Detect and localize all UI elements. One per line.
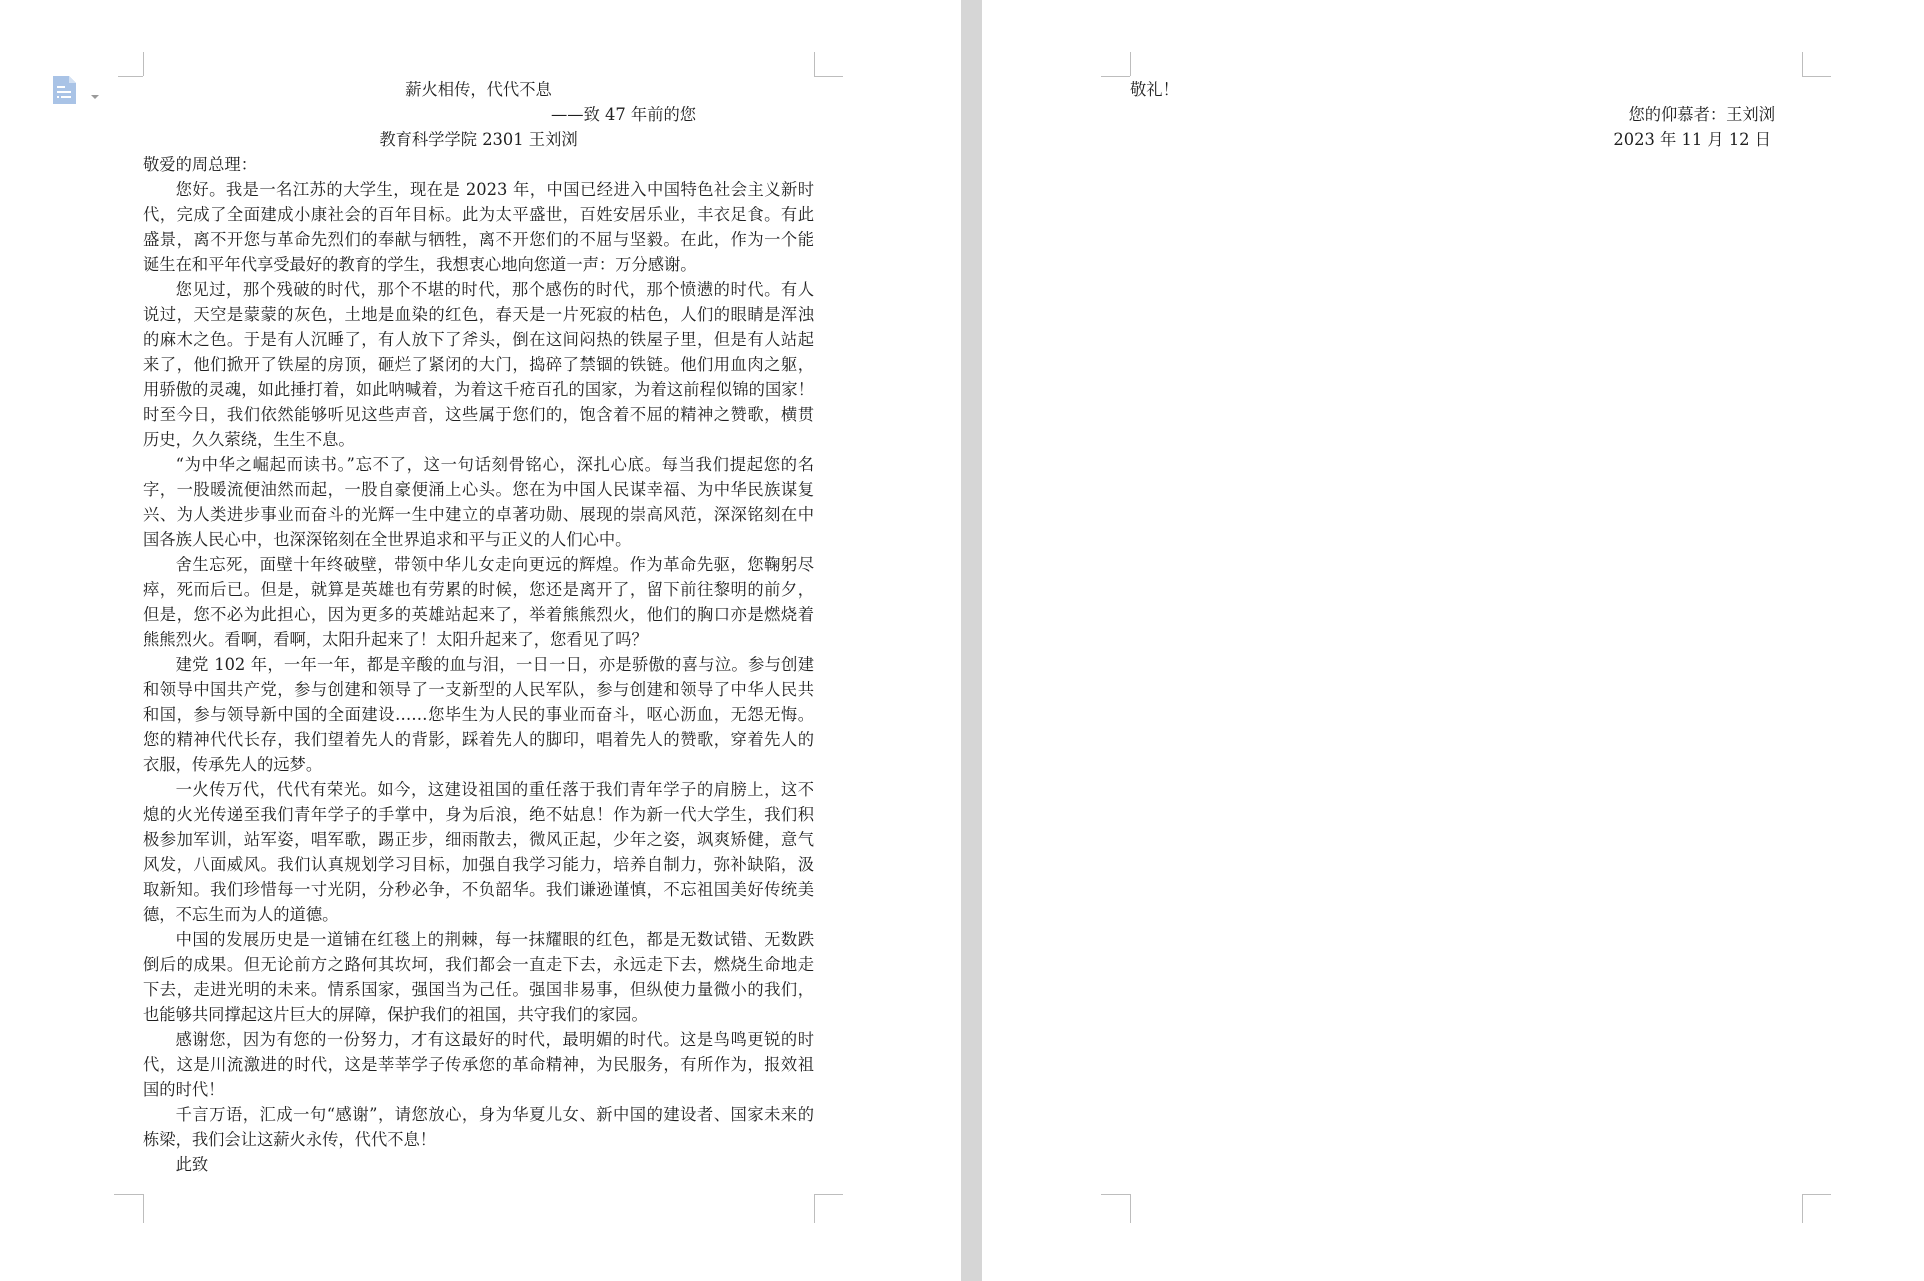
paragraph-line: 代，这是川流激进的时代，这是莘莘学子传承您的革命精神，为民服务，有所作为，报效祖 — [143, 1055, 814, 1074]
paragraph-line: 舍生忘死，面壁十年终破壁，带领中华儿女走向更远的辉煌。作为革命先驱，您鞠躬尽 — [175, 555, 814, 574]
paragraph-2 — [143, 277, 814, 452]
paragraph-line: 衣服，传承先人的远梦。 — [143, 755, 323, 774]
page-separator — [961, 0, 982, 1281]
paragraph-line: 您好。我是一名江苏的大学生，现在是 2023 年，中国已经进入中国特色社会主义新时 — [175, 180, 814, 199]
paragraph-closing — [143, 1152, 814, 1177]
crop-mark-bottom-left — [1101, 1194, 1130, 1195]
crop-mark-bottom-right — [814, 1194, 843, 1195]
paragraph-line: 您的精神代代长存，我们望着先人的背影，踩着先人的脚印，唱着先人的赞歌，穿着先人的 — [143, 730, 814, 749]
paragraph-line: 瘁，死而后已。但是，就算是英雄也有劳累的时候，您还是离开了，留下前往黎明的前夕， — [143, 580, 814, 599]
letter-date: 2023 年 11 月 12 日 — [1613, 130, 1771, 149]
paragraph-line: 也能够共同撑起这片巨大的屏障，保护我们的祖国，共守我们的家园。 — [143, 1005, 648, 1024]
dropdown-arrow-icon[interactable] — [90, 86, 100, 94]
paragraph-line: 国的时代！ — [143, 1080, 225, 1099]
crop-mark-top-left — [143, 52, 144, 76]
crop-mark-bottom-left — [114, 1194, 143, 1195]
document-page-1[interactable] — [0, 0, 961, 1281]
letter-author: 教育科学学院 2301 王刘浏 — [379, 130, 578, 149]
crop-mark-bottom-right — [1802, 1194, 1831, 1195]
paragraph-3 — [143, 452, 814, 552]
paragraph-line: “为中华之崛起而读书。”忘不了，这一句话刻骨铭心，深扎心底。每当我们提起您的名 — [175, 455, 814, 474]
crop-mark-bottom-left — [143, 1194, 144, 1223]
paragraph-6 — [143, 777, 814, 927]
paragraph-7 — [143, 927, 814, 1027]
paragraph-line: 字，一股暖流便油然而起，一股自豪便涌上心头。您在为中国人民谋幸福、为中华民族谋复 — [143, 480, 814, 499]
crop-mark-top-left — [1101, 76, 1130, 77]
document-page-2[interactable] — [982, 0, 1924, 1281]
paragraph-9 — [143, 1102, 814, 1152]
paragraph-line: 诞生在和平年代享受最好的教育的学生，我想衷心地向您道一声：万分感谢。 — [143, 255, 697, 274]
crop-mark-bottom-right — [814, 1194, 815, 1223]
paragraph-line: 极参加军训，站军姿，唱军歌，踢正步，细雨散去，微风正起，少年之姿，飒爽矫健，意气 — [143, 830, 814, 849]
paragraph-line: 千言万语，汇成一句“感谢”，请您放心，身为华夏儿女、新中国的建设者、国家未来的 — [175, 1105, 814, 1124]
paragraph-8 — [143, 1027, 814, 1102]
paragraph-line: 倒后的成果。但无论前方之路何其坎坷，我们都会一直走下去，永远走下去，燃烧生命地走 — [143, 955, 814, 974]
paragraph-line: 但是，您不必为此担心，因为更多的英雄站起来了，举着熊熊烈火，他们的胸口亦是燃烧着 — [143, 605, 814, 624]
paragraph-line: 下去，走进光明的未来。情系国家，强国当为己任。强国非易事，但纵使力量微小的我们， — [143, 980, 814, 999]
paragraph-line: 用骄傲的灵魂，如此捶打着，如此呐喊着，为着这千疮百孔的国家，为着这前程似锦的国家！ — [143, 380, 814, 399]
crop-mark-top-left — [1130, 52, 1131, 76]
page-2-text — [1130, 77, 1802, 152]
document-outline-icon[interactable] — [50, 74, 80, 106]
letter-signature: 您的仰慕者：王刘浏 — [1628, 105, 1775, 124]
paragraph-line: 熊熊烈火。看啊，看啊，太阳升起来了！太阳升起来了，您看见了吗？ — [143, 630, 648, 649]
paragraph-line: 时至今日，我们依然能够听见这些声音，这些属于您们的，饱含着不屈的精神之赞歌，横贯 — [143, 405, 814, 424]
paragraph-line: 德，不忘生而为人的道德。 — [143, 905, 339, 924]
letter-subtitle: ——致 47 年前的您 — [551, 105, 697, 124]
page-1-text — [143, 77, 814, 1177]
paragraph-line: 代，完成了全面建成小康社会的百年目标。此为太平盛世，百姓安居乐业，丰衣足食。有此 — [143, 205, 814, 224]
crop-mark-bottom-left — [1130, 1194, 1131, 1223]
paragraph-line: 熄的火光传递至我们青年学子的手掌中，身为后浪，绝不姑息！作为新一代大学生，我们积 — [143, 805, 814, 824]
paragraph-line: 取新知。我们珍惜每一寸光阴，分秒必争，不负韶华。我们谦逊谨慎，不忘祖国美好传统美 — [143, 880, 814, 899]
letter-title: 薪火相传，代代不息 — [405, 80, 552, 99]
paragraph-line: 建党 102 年，一年一年，都是辛酸的血与泪，一日一日，亦是骄傲的喜与泣。参与创建 — [175, 655, 814, 674]
crop-mark-bottom-right — [1802, 1194, 1803, 1223]
crop-mark-top-right — [814, 76, 843, 77]
paragraph-line: 栋梁，我们会让这薪火永传，代代不息！ — [143, 1130, 437, 1149]
paragraph-line: 国各族人民心中，也深深铭刻在全世界追求和平与正义的人们心中。 — [143, 530, 632, 549]
paragraph-5 — [143, 652, 814, 777]
paragraph-line: 来了，他们掀开了铁屋的房顶，砸烂了紧闭的大门，捣碎了禁锢的铁链。他们用血肉之躯， — [143, 355, 814, 374]
paragraph-line: 盛景，离不开您与革命先烈们的奉献与牺牲，离不开您们的不屈与坚毅。在此，作为一个能 — [143, 230, 814, 249]
paragraph-line: 中国的发展历史是一道铺在红毯上的荆棘，每一抹耀眼的红色，都是无数试错、无数跌 — [175, 930, 814, 949]
paragraph-line: 风发，八面威风。我们认真规划学习目标，加强自我学习能力，培养自制力，弥补缺陷，汲 — [143, 855, 814, 874]
paragraph-line: 此致 — [175, 1155, 209, 1174]
paragraph-4 — [143, 552, 814, 652]
paragraph-line: 说过，天空是蒙蒙的灰色，土地是血染的红色，春天是一片死寂的枯色，人们的眼睛是浑浊 — [143, 305, 814, 324]
letter-closing: 敬礼！ — [1130, 80, 1179, 99]
crop-mark-top-left — [118, 76, 143, 77]
paragraph-line: 历史，久久萦绕，生生不息。 — [143, 430, 355, 449]
paragraph-line: 的麻木之色。于是有人沉睡了，有人放下了斧头，倒在这间闷热的铁屋子里，但是有人站起 — [143, 330, 814, 349]
paragraph-line: 您见过，那个残破的时代，那个不堪的时代，那个感伤的时代，那个愤懑的时代。有人 — [175, 280, 814, 299]
crop-mark-top-right — [1802, 76, 1831, 77]
crop-mark-top-right — [1802, 52, 1803, 76]
paragraph-line: 感谢您，因为有您的一份努力，才有这最好的时代，最明媚的时代。这是鸟鸣更锐的时 — [175, 1030, 814, 1049]
paragraph-line: 兴、为人类进步事业而奋斗的光辉一生中建立的卓著功勋、展现的崇高风范，深深铭刻在中 — [143, 505, 814, 524]
paragraph-1 — [143, 177, 814, 277]
crop-mark-top-right — [814, 52, 815, 76]
paragraph-line: 和国，参与领导新中国的全面建设……您毕生为人民的事业而奋斗，呕心沥血，无怨无悔。 — [143, 705, 814, 724]
paragraph-line: 和领导中国共产党，参与创建和领导了一支新型的人民军队，参与创建和领导了中华人民共 — [143, 680, 814, 699]
letter-salutation: 敬爱的周总理： — [143, 155, 257, 174]
paragraph-line: 一火传万代，代代有荣光。如今，这建设祖国的重任落于我们青年学子的肩膀上，这不 — [175, 780, 814, 799]
